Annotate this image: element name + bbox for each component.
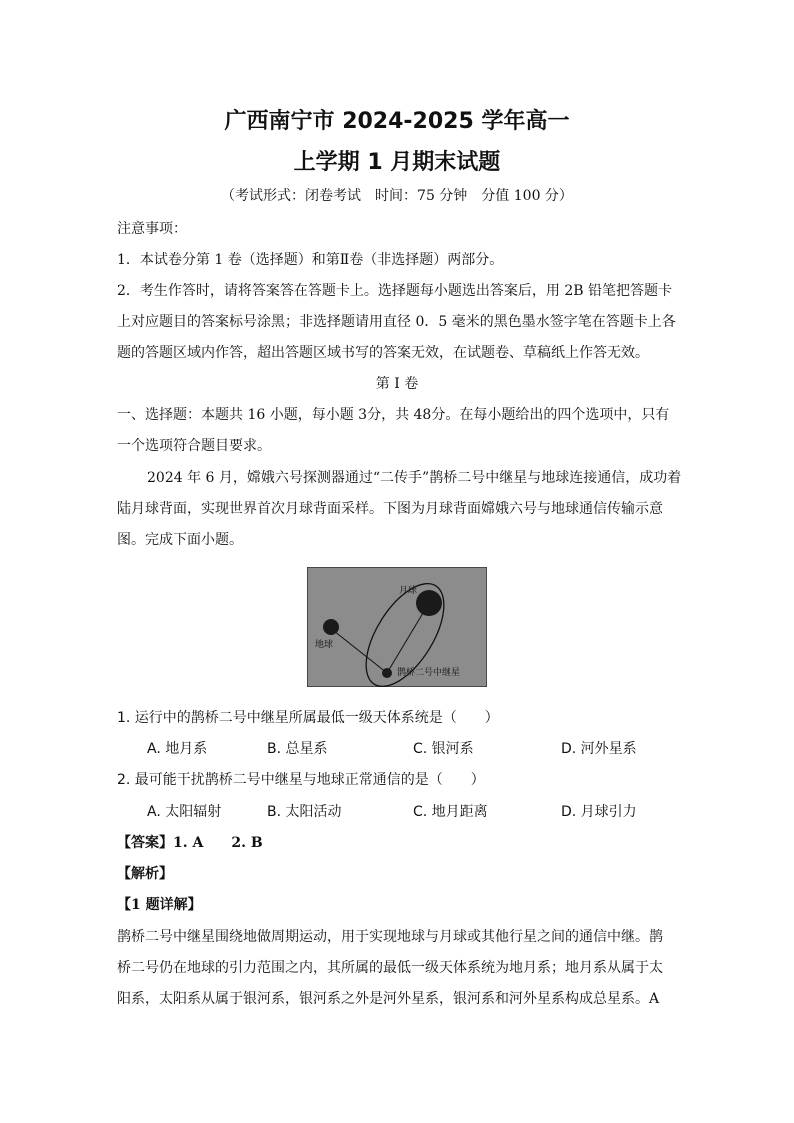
exam-title-line2: 上学期 1 月期末试题 (293, 150, 501, 175)
q2-stem: 2. 最可能干扰鹊桥二号中继星与地球正常通信的是（ ） (117, 772, 485, 788)
section1-line2: 一个选项符合题目要求。 (117, 438, 271, 454)
q2-option-b: B. 太阳活动 (267, 804, 342, 820)
relay-satellite-icon (382, 668, 392, 678)
q1-option-c: C. 银河系 (413, 741, 474, 757)
moon-icon (416, 590, 442, 616)
detail-heading: 【1 题详解】 (117, 897, 202, 913)
exam-title-line1: 广西南宁市 2024-2025 学年高一 (224, 109, 570, 134)
answer-line: 【答案】1. A 2. B (117, 835, 263, 851)
detail-line1: 鹊桥二号中继星围绕地做周期运动，用于实现地球与月球或其他行星之间的通信中继。鹊 (117, 929, 663, 945)
q1-stem: 1. 运行中的鹊桥二号中继星所属最低一级天体系统是（ ） (117, 710, 499, 726)
detail-line2: 桥二号仍在地球的引力范围之内，其所属的最低一级天体系统为地月系；地月系从属于太 (117, 960, 663, 976)
detail-line3: 阳系，太阳系从属于银河系，银河系之外是河外星系，银河系和河外星系构成总星系。A (117, 991, 660, 1007)
q1-option-b: B. 总星系 (267, 741, 328, 757)
q2-option-a: A. 太阳辐射 (147, 804, 222, 820)
note-item-2-line1: 2．考生作答时，请将答案答在答题卡上。选择题每小题选出答案后，用 2B 铅笔把答题卡 (117, 283, 673, 299)
passage-line2: 陆月球背面，实现世界首次月球背面采样。下图为月球背面嫦娥六号与地球通信传输示意 (117, 501, 663, 517)
exam-meta: （考试形式：闭卷考试 时间：75 分钟 分值 100 分） (221, 188, 573, 204)
section1-line1: 一、选择题：本题共 16 小题，每小题 3分，共 48分。在每小题给出的四个选项中，只有 (117, 407, 670, 423)
moon-label: 月球 (399, 586, 418, 596)
note-item-2-line3: 题的答题区域内作答，超出答题区域书写的答案无效，在试题卷、草稿纸上作答无效。 (117, 345, 649, 361)
volume-heading: 第 I 卷 (375, 376, 419, 392)
earth-moon-relay-figure (307, 567, 487, 687)
notes-heading: 注意事项： (117, 221, 187, 237)
satellite-label: 鹊桥二号中继星 (397, 668, 461, 678)
q1-option-a: A. 地月系 (147, 741, 208, 757)
q2-option-c: C. 地月距离 (413, 804, 488, 820)
note-item-2-line2: 上对应题目的答案标号涂黑；非选择题请用直径 0．5 毫米的黑色墨水签字笔在答题卡上各 (117, 314, 676, 330)
passage-line3: 图。完成下面小题。 (117, 532, 243, 548)
q2-option-d: D. 月球引力 (561, 804, 637, 820)
q1-option-d: D. 河外星系 (561, 741, 637, 757)
analysis-heading: 【解析】 (117, 866, 173, 882)
passage-line1: 2024 年 6 月，嫦娥六号探测器通过“二传手”鹊桥二号中继星与地球连接通信，成功着 (147, 470, 682, 486)
note-item-1: 1．本试卷分第 1 卷（选择题）和第Ⅱ卷（非选择题）两部分。 (117, 252, 504, 268)
earth-label: 地球 (315, 640, 334, 650)
earth-icon (323, 619, 339, 635)
